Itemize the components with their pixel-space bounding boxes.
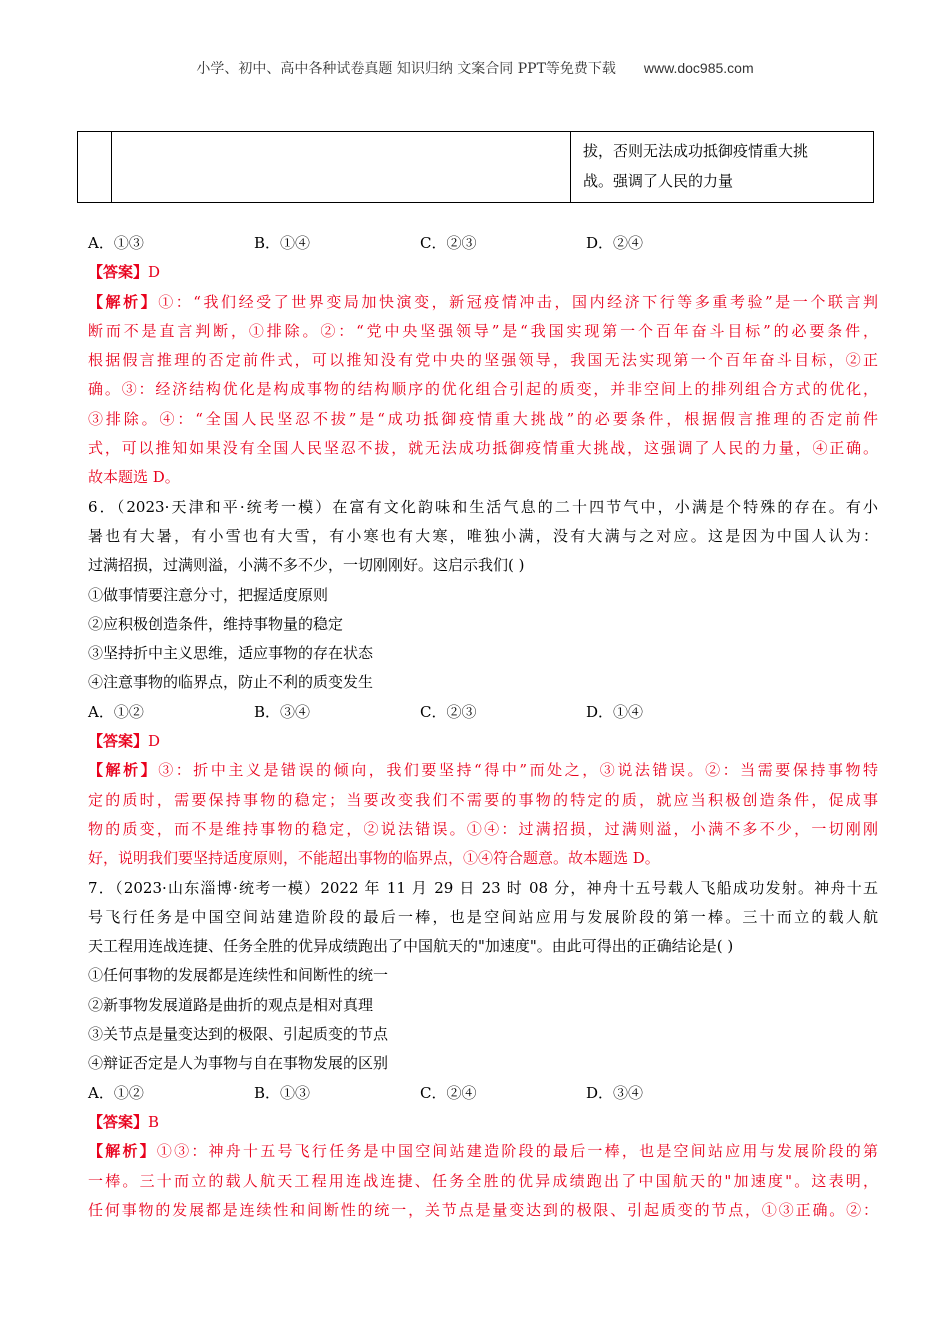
continued-table [77,131,874,203]
q7-answer [88,1108,878,1137]
q7-stem-line: 7．（2023·山东淄博·统考一模）2022 年 11 月 29 日 23 时 08 分，神舟十五号载人飞船成功发射。神舟十五 [88,878,878,897]
q7-statement: ①任何事物的发展都是连续性和间断性的统一 [88,966,389,985]
header-url[interactable]: www.doc985.com [643,60,754,76]
page-header [0,58,950,78]
q5-analysis-line: 故本题选 D。 [88,468,180,487]
q5-analysis-line: ③排除。④：“全国人民坚忍不拔”是“成功抵御疫情重大挑战”的必要条件，根据假言推理的否定前件 [88,409,878,428]
option: C．②③ [420,234,477,252]
q6-stem-line: 暑也有大暑，有小雪也有大雪，有小寒也有大寒，唯独小满，没有大满与之对应。这是因为中国人认为： [88,526,878,545]
analysis-label: 【解析】 [88,1142,157,1161]
q6-analysis-line: 【解析】③：折中主义是错误的倾向，我们要坚持“得中”而处之，③说法错误。②：当需要保持事物特 [88,761,878,780]
option: C．②③ [420,702,477,721]
q5-analysis-line: 【解析】①：“我们经受了世界变局加快演变，新冠疫情冲击，国内经济下行等多重考验”是一个联言判 [88,292,878,311]
option: B．③④ [254,702,311,721]
q6-analysis-line: 定的质时，需要保持事物的稳定；当要改变我们不需要的事物的特定的质，就应当积极创造条件，促成事 [88,790,878,809]
q6-stem-line: 6．（2023·天津和平·统考一模）在富有文化韵味和生活气息的二十四节气中，小满是个特殊的存在。有小 [88,497,878,516]
table-cell-middle [112,132,571,203]
option: A．①② [88,702,144,721]
header-text: 小学、初中、高中各种试卷真题 知识归纳 文案合同 PPT等免费下载 [196,61,616,77]
document-body [88,229,878,1225]
option: B．①③ [254,1083,311,1102]
option: D．③④ [586,1083,644,1102]
table-cell-index [78,132,112,203]
q6-statement: ②应积极创造条件，维持事物量的稳定 [88,614,344,633]
answer-label: 【答案】 [88,1112,149,1131]
q6-statement: ④注意事物的临界点，防止不利的质变发生 [88,673,374,692]
q7-options [88,1079,878,1108]
q6-statement: ①做事情要注意分寸，把握适度原则 [88,585,329,604]
option: A．①③ [88,234,144,252]
answer-value: D [148,732,161,751]
option: D．②④ [586,234,644,252]
q5-analysis-line: 断而不是直言判断，①排除。②：“党中央坚强领导”是“我国实现第一个百年奋斗目标”的必要条件， [88,321,878,340]
q6-options [88,698,878,727]
q5-analysis-line: 确。③：经济结构优化是构成事物的结构顺序的优化组合引起的质变，并非空间上的排列组合方式的优化， [88,380,878,399]
q6-stem-line: 过满招损，过满则溢，小满不多不少，一切刚刚好。这启示我们( ) [88,556,525,575]
answer-value: D [148,263,161,282]
q6-statement: ③坚持折中主义思维，适应事物的存在状态 [88,644,374,663]
table-cell-content [571,132,874,203]
q5-analysis-line: 根据假言推理的否定前件式，可以推知没有党中央的坚强领导，我国无法实现第一个百年奋斗目标，②正 [88,351,878,370]
option: B．①④ [254,234,311,252]
q7-stem-line: 天工程用连战连捷、任务全胜的优异成绩跑出了中国航天的"加速度"。由此可得出的正确结论是( ) [88,937,734,956]
q7-stem-line: 号飞行任务是中国空间站建造阶段的最后一棒，也是空间站应用与发展阶段的第一棒。三十而立的载人航 [88,907,878,926]
q6-analysis-line: 物的质变，而不是维持事物的稳定，②说法错误。①④：过满招损，过满则溢，小满不多不少，一切刚刚 [88,819,878,838]
table-line: 战。强调了人民的力量 [583,172,734,190]
q6-analysis-line: 好，说明我们要坚持适度原则，不能超出事物的临界点，①④符合题意。故本题选 D。 [88,849,660,868]
table-line: 拔，否则无法成功抵御疫情重大挑 [583,142,809,160]
analysis-label: 【解析】 [88,761,159,780]
q6-answer [88,727,878,756]
q5-answer [88,258,878,287]
q7-statement: ③关节点是量变达到的极限、引起质变的节点 [88,1025,389,1044]
option: C．②④ [420,1083,477,1102]
q7-analysis-line: 【解析】①③：神舟十五号飞行任务是中国空间站建造阶段的最后一棒，也是空间站应用与发展阶段的第 [88,1142,878,1161]
q7-analysis-line: 一棒。三十而立的载人航天工程用连战连捷、任务全胜的优异成绩跑出了中国航天的"加速度"。这表明， [88,1171,878,1190]
answer-label: 【答案】 [88,263,149,282]
analysis-label: 【解析】 [88,292,159,311]
answer-value: B [148,1112,160,1131]
answer-label: 【答案】 [88,732,149,751]
q7-statement: ④辩证否定是人为事物与自在事物发展的区别 [88,1054,389,1073]
option: D．①④ [586,702,644,721]
q7-statement: ②新事物发展道路是曲折的观点是相对真理 [88,995,374,1014]
q5-analysis-line: 式，可以推知如果没有全国人民坚忍不拔，就无法成功抵御疫情重大挑战，这强调了人民的力量，④正确。 [88,439,878,458]
q7-analysis-line: 任何事物的发展都是连续性和间断性的统一，关节点是量变达到的极限、引起质变的节点，①③正确。②： [88,1200,878,1219]
option: A．①② [88,1083,144,1102]
q5-options [88,229,878,258]
